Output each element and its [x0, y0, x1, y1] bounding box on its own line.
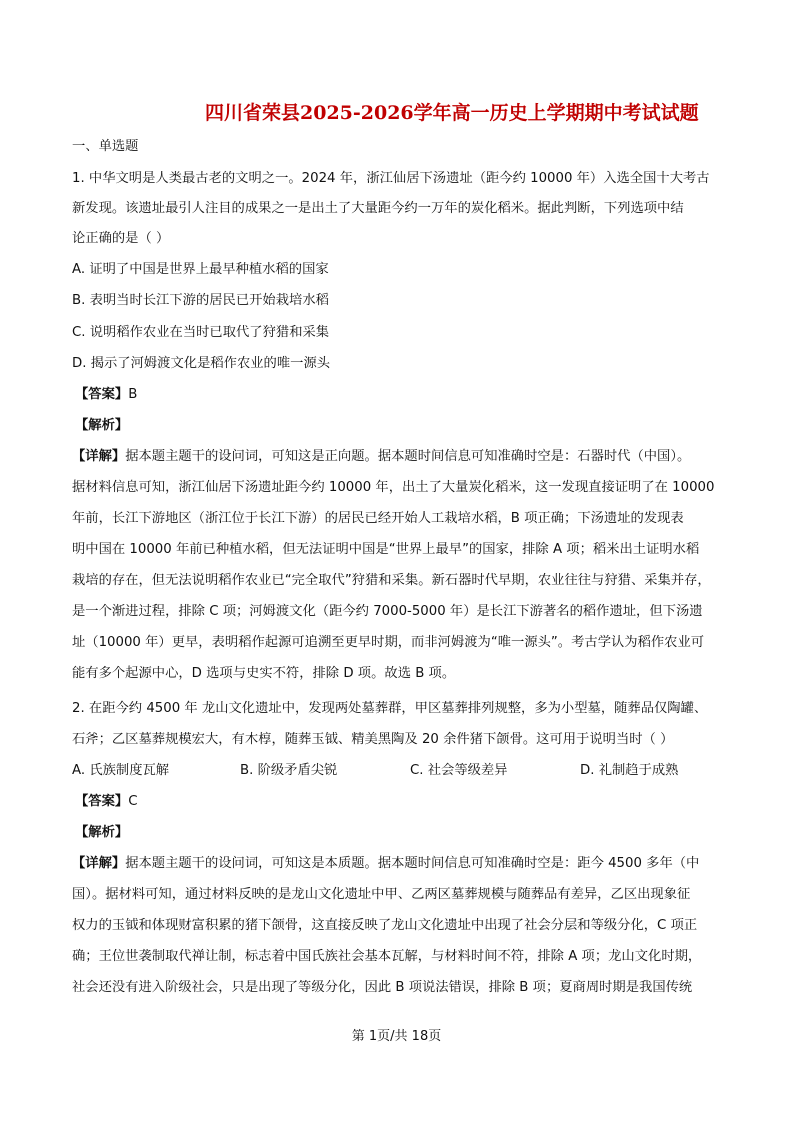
q1-detail-line-8: 能有多个起源中心，D 选项与史实不符，排除 D 项。故选 B 项。 [72, 666, 456, 681]
q2-option-a: A. 氏族制度瓦解 [72, 763, 170, 778]
q1-answer [75, 386, 137, 404]
q2-analysis-label: 【解析】 [75, 825, 129, 840]
q1-detail-line-4: 明中国在 10000 年前已种植水稻，但无法证明中国是“世界上最早”的国家，排除 A 项；稻米出土证明水稻 [72, 542, 700, 557]
q1-analysis-label: 【解析】 [75, 418, 129, 433]
q1-stem-line-2: 新发现。该遗址最引人注目的成果之一是出土了大量距今约一万年的炭化稻米。据此判断，下列选项中结 [72, 201, 684, 216]
q1-analysis-tag [75, 417, 128, 435]
q1-detail-text-1: 据本题主题干的设问词，可知这是正向题。据本题时间信息可知准确时空是：石器时代（中国）。 [125, 449, 691, 464]
q2-option-d: D. 礼制趋于成熟 [580, 763, 679, 778]
q1-detail-line-2: 据材料信息可知，浙江仙居下汤遗址距今约 10000 年，出土了大量炭化稻米，这一发现直接证明了在 10000 [72, 480, 715, 495]
q2-option-b: B. 阶级矛盾尖锐 [240, 763, 338, 778]
q2-detail-line-1 [72, 855, 699, 873]
q2-answer-tag: 【答案】 [75, 794, 129, 809]
q1-option-c: C. 说明稻作农业在当时已取代了狩猎和采集 [72, 325, 330, 340]
q1-answer-value: B [128, 387, 138, 402]
q2-stem-line-2: 石斧；乙区墓葬规模宏大，有木椁，随葬玉钺、精美黑陶及 20 余件猪下颌骨。这可用于说明当时（ ） [72, 732, 674, 747]
q1-stem-line-3: 论正确的是（ ） [72, 231, 170, 246]
q2-detail-line-5: 社会还没有进入阶级社会，只是出现了等级分化，因此 B 项说法错误，排除 B 项；夏商周时期是我国传统 [72, 980, 693, 995]
q2-analysis-tag [75, 824, 128, 842]
q2-option-c: C. 社会等级差异 [410, 763, 508, 778]
q2-detail-line-3: 权力的玉钺和体现财富积累的猪下颌骨，这直接反映了龙山文化遗址中出现了社会分层和等级分化，C 项正 [72, 918, 698, 933]
q1-detail-line-5: 栽培的存在，但无法说明稻作农业已“完全取代”狩猎和采集。新石器时代早期，农业往往与狩猎、采集并存， [72, 573, 711, 588]
section-heading: 一、单选题 [72, 139, 139, 154]
q2-answer [75, 793, 137, 811]
q1-option-a: A. 证明了中国是世界上最早种植水稻的国家 [72, 262, 329, 277]
q2-detail-line-4: 确；王位世袭制取代禅让制，标志着中国氏族社会基本瓦解，与材料时间不符，排除 A 项；龙山文化时期， [72, 949, 702, 964]
q2-detail-text-1: 据本题主题干的设问词，可知这是本质题。据本题时间信息可知准确时空是：距今 4500 多年（中 [125, 856, 700, 871]
q2-stem-line-1: 2. 在距今约 4500 年 龙山文化遗址中，发现两处墓葬群，甲区墓葬排列规整，多为小型墓，随葬品仅陶罐、 [72, 701, 708, 716]
q1-detail-tag: 【详解】 [72, 449, 126, 464]
q2-detail-tag: 【详解】 [72, 856, 126, 871]
document-title: 四川省荣县2025-2026学年高一历史上学期期中考试试题 [205, 102, 699, 124]
q1-option-d: D. 揭示了河姆渡文化是稻作农业的唯一源头 [72, 356, 331, 371]
q2-answer-value: C [128, 794, 138, 809]
q1-stem-line-1: 1. 中华文明是人类最古老的文明之一。2024 年，浙江仙居下汤遗址（距今约 10000 年）入选全国十大考古 [72, 171, 710, 186]
q1-detail-line-6: 是一个渐进过程，排除 C 项；河姆渡文化（距今约 7000-5000 年）是长江下游著名的稻作遗址，但下汤遗 [72, 604, 703, 619]
page-footer: 第 1页/共 18页 [351, 1029, 442, 1044]
q1-detail-line-3: 年前，长江下游地区（浙江位于长江下游）的居民已经开始人工栽培水稻，B 项正确；下汤遗址的发现表 [72, 511, 684, 526]
q1-detail-line-1 [72, 448, 690, 466]
q1-detail-line-7: 址（10000 年）更早，表明稻作起源可追溯至更早时期，而非河姆渡为“唯一源头”。考古学认为稻作农业可 [72, 635, 705, 650]
q2-options-row [72, 762, 732, 780]
q2-detail-line-2: 国）。据材料可知，通过材料反映的是龙山文化遗址中甲、乙两区墓葬规模与随葬品有差异，乙区出现象征 [72, 887, 691, 902]
q1-option-b: B. 表明当时长江下游的居民已开始栽培水稻 [72, 293, 329, 308]
q1-answer-tag: 【答案】 [75, 387, 129, 402]
